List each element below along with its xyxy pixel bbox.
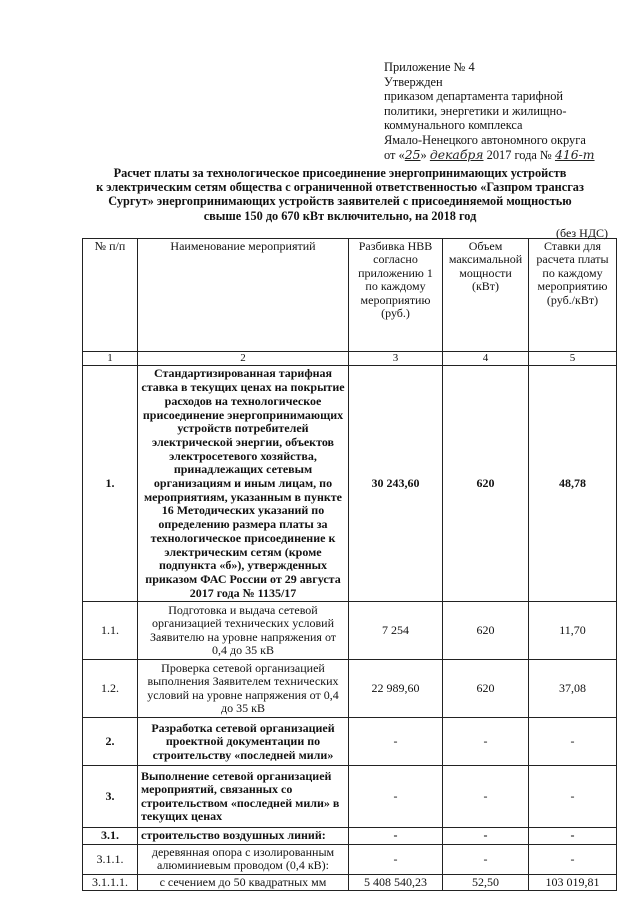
date-mid: » <box>420 147 427 162</box>
row-rate: 37,08 <box>529 660 617 718</box>
row-number: 3. <box>83 766 138 828</box>
document-title <box>70 166 610 223</box>
row-number: 1.2. <box>83 660 138 718</box>
row-rate: 48,78 <box>529 366 617 602</box>
row-nvv: 22 989,60 <box>349 660 443 718</box>
row-nvv: - <box>349 766 443 828</box>
column-number: 4 <box>443 352 529 366</box>
title-line: Расчет платы за технологическое присоединение энергопринимающих устройств <box>113 166 567 180</box>
title-line: свыше 150 до 670 кВт включительно, на 2018 год <box>203 208 477 223</box>
table-row <box>83 766 617 828</box>
year-text: 2017 года № <box>486 147 552 162</box>
row-number: 2. <box>83 718 138 766</box>
appendix-line: политики, энергетики и жилищно- <box>384 103 567 118</box>
row-nvv: - <box>349 828 443 844</box>
row-power: - <box>443 844 529 874</box>
row-rate: - <box>529 844 617 874</box>
table-row <box>83 828 617 844</box>
row-name: Подготовка и выдача сетевой организацией технических условий Заявителю на уровне напряжения от 0,4 до 35 кВ <box>138 602 349 660</box>
table-row <box>83 660 617 718</box>
table-row <box>83 844 617 874</box>
table-row <box>83 874 617 890</box>
row-name: деревянная опора с изолированным алюминиевым проводом (0,4 кВ): <box>138 844 349 874</box>
row-power: 52,50 <box>443 874 529 890</box>
table-row <box>83 366 617 602</box>
row-nvv: 7 254 <box>349 602 443 660</box>
row-rate: - <box>529 718 617 766</box>
row-number: 1.1. <box>83 602 138 660</box>
column-number: 5 <box>529 352 617 366</box>
row-number: 3.1.1.1. <box>83 874 138 890</box>
appendix-line: коммунального комплекса <box>384 118 523 133</box>
column-number: 1 <box>83 352 138 366</box>
table-row <box>83 602 617 660</box>
row-power: - <box>443 766 529 828</box>
appendix-line: Приложение № 4 <box>384 60 475 74</box>
header-cell: Ставки для расчета платы по каждому мероприятию (руб./кВт) <box>529 239 617 352</box>
row-nvv: - <box>349 718 443 766</box>
appendix-line: Ямало-Ненецкого автономного округа <box>384 132 586 147</box>
row-name: Стандартизированная тарифная ставка в текущих ценах на покрытие расходов на технологическое присоединение энергопринимающих устройств потребителей электрической энергии, объектов электросетевого хозяйства, принадлежащих сетевым организациям и иным лицам, по мероприятиям, указанным в пункте 16 Методических указаний по определению размера платы за технологическое присоединение к электрическим сетям (кроме подпункта «б»), утвержденных приказом ФАС России от 29 августа 2017 года № 1135/17 <box>138 366 349 602</box>
handwritten-month: декабря <box>429 146 484 162</box>
table-header-row <box>83 239 617 352</box>
row-name: с сечением до 50 квадратных мм <box>138 874 349 890</box>
row-rate: - <box>529 766 617 828</box>
row-number: 1. <box>83 366 138 602</box>
header-cell: № п/п <box>83 239 138 352</box>
column-number: 2 <box>138 352 349 366</box>
row-name: Разработка сетевой организацией проектной документации по строительству «последней мили» <box>138 718 349 766</box>
title-line: к электрическим сетям общества с ограниченной ответственностью «Газпром трансгаз <box>96 180 584 195</box>
row-name: строительство воздушных линий: <box>138 828 349 844</box>
row-rate: - <box>529 828 617 844</box>
column-number-row <box>83 352 617 366</box>
row-nvv: - <box>349 844 443 874</box>
row-power: 620 <box>443 602 529 660</box>
date-prefix: от « <box>384 147 405 162</box>
row-nvv: 30 243,60 <box>349 366 443 602</box>
row-power: - <box>443 718 529 766</box>
row-power: - <box>443 828 529 844</box>
column-number: 3 <box>349 352 443 366</box>
row-name: Проверка сетевой организацией выполнения Заявителем технических условий на уровне напряжения от 0,4 до 35 кВ <box>138 660 349 718</box>
row-number: 3.1. <box>83 828 138 844</box>
row-name: Выполнение сетевой организацией мероприятий, связанных со строительством «последней мили» в текущих ценах <box>138 766 349 828</box>
row-rate: 11,70 <box>529 602 617 660</box>
row-power: 620 <box>443 366 529 602</box>
appendix-line: Утвержден <box>384 74 443 89</box>
tariff-table <box>82 238 617 891</box>
row-number: 3.1.1. <box>83 844 138 874</box>
row-nvv: 5 408 540,23 <box>349 874 443 890</box>
nds-note: (без НДС) <box>556 226 609 240</box>
header-cell: Наименование мероприятий <box>138 239 349 352</box>
appendix-date-line <box>384 148 595 163</box>
appendix-line: приказом департамента тарифной <box>384 89 564 104</box>
header-cell: Разбивка НВВ согласно приложению 1 по каждому мероприятию (руб.) <box>349 239 443 352</box>
row-power: 620 <box>443 660 529 718</box>
table-row <box>83 718 617 766</box>
title-line: Сургут» энергопринимающих устройств заявителей с присоединяемой мощностью <box>108 194 572 209</box>
header-cell: Объем максимальной мощности (кВт) <box>443 239 529 352</box>
handwritten-day: 25 <box>404 146 421 162</box>
row-rate: 103 019,81 <box>529 874 617 890</box>
appendix-block <box>384 60 595 162</box>
handwritten-order-number: 416-т <box>554 146 595 162</box>
